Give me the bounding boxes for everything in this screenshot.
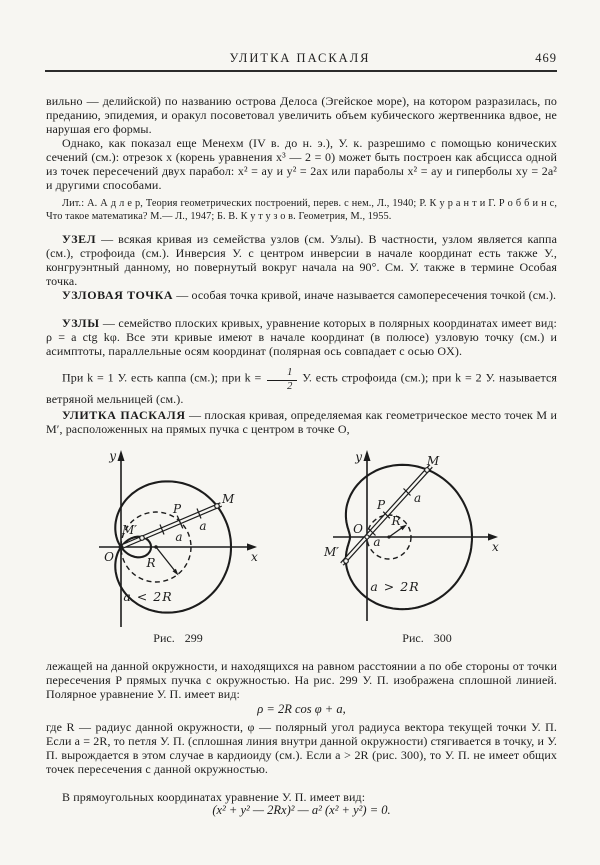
fig299-pole-dot xyxy=(119,545,124,550)
page-number: 469 xyxy=(535,51,557,65)
fig300-y-axis-arrow xyxy=(364,450,371,461)
paragraph-definition-continued: лежащей на данной окружности, и находящихся на равном расстоянии a по обе стороны от точки пересечения P прямых пучка с окружностью. На рис. 299 У. П. изображена сплошной линией. Полярное уравнение У. П. имеет вид: xyxy=(46,659,557,701)
entry-uzel-body: — всякая кривая из семейства узлов (см. Узлы). В частности, узлом является каппа (см.), строфоида (см.). Инверсия У. с центром инверсии в начале координат есть также У., конгруэнтный данному, но повернутый вокруг начала на 90°. См. У. также в термине Особая точка. xyxy=(46,232,557,288)
fraction-one-half xyxy=(267,368,296,392)
entry-uzlovaya-body: — особая точка кривой, иначе называется самопересечения точкой (см.). xyxy=(173,288,557,302)
fig299-label-a1: a xyxy=(175,530,183,544)
fig299-point-m xyxy=(215,504,220,509)
entry-uzly xyxy=(46,316,557,358)
fig300-radius-arrowhead xyxy=(400,525,407,531)
fig300-label-x: x xyxy=(492,540,499,554)
entry-uzly-body: — семейство плоских кривых, уравнение которых в полярных координатах имеет вид: ρ = a ctg kφ. Все эти кривые имеют в начале координат (в полюсе) узловую точку (см.) и асимптоты, параллельные осям координат (полярная ось совпадает с осью OX). xyxy=(46,316,557,358)
paragraph-literature: Лит.: А. А д л е р, Теория геометрических построений, перев. с нем., Л., 1940; Р. К у р а н т и Г. Р о б б и н с, Что такое математика? М.— Л., 1947; Б. В. К у т у з о в. Геометрия, М., 1955. xyxy=(46,198,557,222)
paragraph-delian-problem: вильно — делийской) по названию острова Делоса (Эгейское море), на котором разразилась, по преданию, эпидемия, и оракул посоветовал увеличить объем кубического жертвенника вдвое, не нарушая его формы. xyxy=(46,94,557,136)
figure-299-limacon-with-loop xyxy=(50,445,300,637)
paragraph-k-values xyxy=(46,368,557,406)
fig299-label-r: R xyxy=(146,556,156,570)
fig299-point-m-prime xyxy=(140,536,145,541)
fig299-label-y: y xyxy=(109,449,116,463)
paragraph-rectangular-coords: В прямоугольных координатах уравнение У. П. имеет вид: xyxy=(62,790,366,804)
fig300-label-a1: a xyxy=(414,491,422,505)
fig299-condition: a < 2R xyxy=(123,589,173,604)
k-values-after: У. есть строфоида (см.); при k = 2 У. называется ветряной мельницей (см.). xyxy=(46,370,557,406)
paragraph-menaechmus: Однако, как показал еще Менехм (IV в. до н. э.), У. к. разрешимо с помощью конических сечений (см.): отрезок x (корень уравнения x³ — 2 = 0) может быть построен как абсцисса одной из точек пересечений двух парабол: x² = ay и y² = 2ax или параболы x² = ay и гиперболы xy = 2a² и другими способами. xyxy=(46,136,557,192)
fig300-pole-point xyxy=(365,535,369,539)
fig300-radius-arrow-line xyxy=(389,527,403,537)
polar-equation-formula: ρ = 2R cos φ + a, xyxy=(257,702,346,716)
running-head-title: УЛИТКА ПАСКАЛЯ xyxy=(229,51,371,65)
fig300-label-o: O xyxy=(353,522,363,536)
paragraph-radius-discussion: где R — радиус данной окружности, φ — полярный угол радиуса вектора текущей точки У. П. Если a = 2R, то петля У. П. (сплошная линия внутри данной окружности) стягивается в точку, и У. П. вырождается в этом случае в кардиоиду (см.). Если a > 2R (рис. 300), то У. П. не имеет общих точек пересечения с данной окружностью. xyxy=(46,720,557,776)
figure-300-limacon-no-loop xyxy=(310,445,560,637)
fraction-denominator: 2 xyxy=(287,380,293,392)
fig299-label-m-prime: M′ xyxy=(121,523,137,537)
entry-ulitka-body: — плоская кривая, определяемая как геометрическое место точек M и M′, расположенных на прямых пучка с центром в точке O, xyxy=(46,408,557,436)
cartesian-equation-formula: (x² + y² — 2Rx)² — a² (x² + y²) = 0. xyxy=(212,803,391,817)
entry-uzlovaya-tochka xyxy=(46,288,557,302)
fig300-point-m-prime xyxy=(344,559,349,564)
fig300-label-a2: a xyxy=(373,535,381,549)
k-values-before: При k = 1 У. есть каппа (см.); при k = xyxy=(62,370,266,385)
entry-ulitka-paskalya xyxy=(46,408,557,436)
fig299-label-a2: a xyxy=(199,519,207,533)
fig300-point-m xyxy=(425,468,430,473)
fig300-label-y: y xyxy=(355,450,362,464)
fig300-label-r: R xyxy=(391,514,401,528)
entry-uzel xyxy=(46,232,557,288)
entry-ulitka-term: УЛИТКА ПАСКАЛЯ xyxy=(62,408,186,422)
fig299-y-axis-arrow xyxy=(118,450,125,461)
fig300-label-p: P xyxy=(376,498,386,512)
fraction-numerator: 1 xyxy=(267,368,296,381)
fig300-condition: a > 2R xyxy=(370,579,420,594)
fig299-label-x: x xyxy=(251,550,258,564)
fig300-label-m: M xyxy=(426,454,440,468)
figure-299-caption: Рис. 299 xyxy=(153,631,203,645)
header-rule xyxy=(45,70,557,72)
fig299-radius-arrow-line xyxy=(156,547,175,571)
fig299-label-o: O xyxy=(104,550,114,564)
fig300-label-m-prime: M′ xyxy=(323,545,339,559)
entry-uzlovaya-term: УЗЛОВАЯ ТОЧКА xyxy=(62,288,174,302)
figure-300-caption: Рис. 300 xyxy=(402,631,452,645)
fig299-label-p: P xyxy=(172,502,182,516)
entry-uzel-term: УЗЕЛ xyxy=(62,232,97,246)
fig299-label-m: M xyxy=(222,492,235,506)
entry-uzly-term: УЗЛЫ xyxy=(62,316,100,330)
